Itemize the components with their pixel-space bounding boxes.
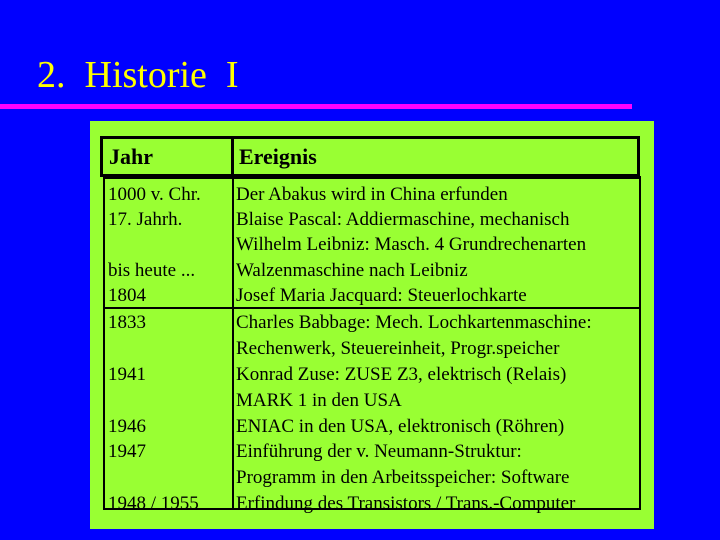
row-divider xyxy=(103,307,641,309)
event-cell: Charles Babbage: Mech. Lochkartenmaschine: xyxy=(236,312,592,333)
year-cell: 1948 / 1955 xyxy=(108,493,199,514)
slide-title: 2. Historie I xyxy=(37,54,239,96)
year-cell: 1946 xyxy=(108,416,146,437)
event-cell: Rechenwerk, Steuereinheit, Progr.speicher xyxy=(236,338,560,359)
year-cell: 17. Jahrh. xyxy=(108,209,183,230)
event-cell: Einführung der v. Neumann-Struktur: xyxy=(236,441,522,462)
header-event: Ereignis xyxy=(239,144,317,169)
event-cell: Walzenmaschine nach Leibniz xyxy=(236,260,468,281)
year-cell: 1947 xyxy=(108,441,146,462)
event-cell: Konrad Zuse: ZUSE Z3, elektrisch (Relais) xyxy=(236,364,567,385)
year-cell: 1941 xyxy=(108,364,146,385)
year-cell: 1833 xyxy=(108,312,146,333)
title-underline xyxy=(0,104,632,109)
year-cell: 1804 xyxy=(108,285,146,306)
event-cell: Blaise Pascal: Addiermaschine, mechanisch xyxy=(236,209,570,230)
event-cell: Programm in den Arbeitsspeicher: Software xyxy=(236,467,570,488)
event-cell: MARK 1 in den USA xyxy=(236,390,402,411)
event-cell: Josef Maria Jacquard: Steuerlochkarte xyxy=(236,285,527,306)
history-table xyxy=(90,121,654,529)
year-cell: bis heute ... xyxy=(108,260,196,281)
event-cell: Der Abakus wird in China erfunden xyxy=(236,184,508,205)
year-cell: 1000 v. Chr. xyxy=(108,184,201,205)
event-cell: Wilhelm Leibniz: Masch. 4 Grundrechenarten xyxy=(236,234,587,255)
header-column-divider xyxy=(231,139,234,174)
table-header xyxy=(100,136,640,177)
event-cell: ENIAC in den USA, elektronisch (Röhren) xyxy=(236,416,565,437)
event-cell: Erfindung des Transistors / Trans.-Computer xyxy=(236,493,576,514)
body-column-divider xyxy=(232,176,234,508)
header-year: Jahr xyxy=(109,144,153,169)
